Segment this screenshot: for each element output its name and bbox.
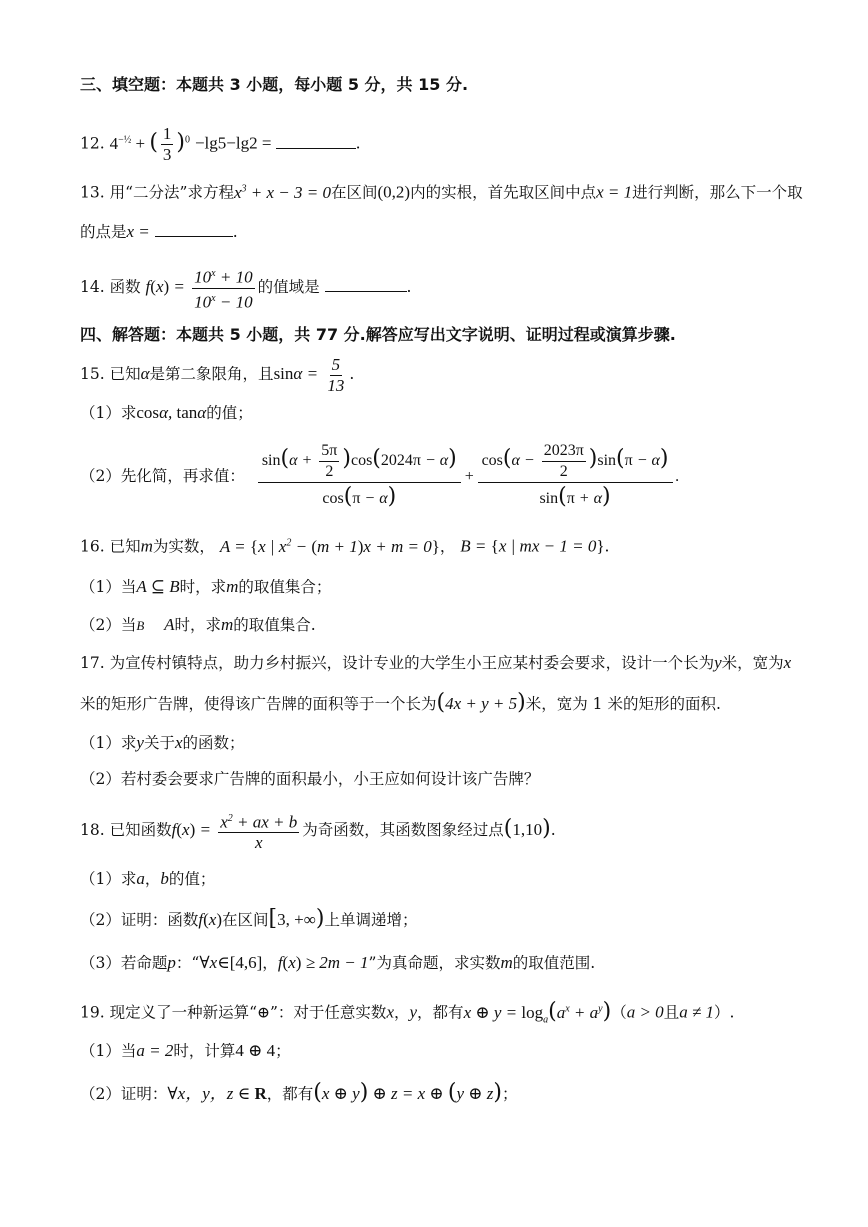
- question-18-part3: （3）若命题p：“∀x∈[4,6]，f(x) ≥ 2m − 1”为真命题，求实数m的取值范围.: [80, 953, 596, 972]
- question-15-part2: （2）先化简，再求值： sin(α + $\frac{5\pi}{2}$ )cos(2024π − α) cos(π − α) + cos(α − $\frac{2023\pi}{2}$ )sin(π − α) sin(π + α) .: [80, 442, 680, 510]
- question-number: 16.: [80, 537, 105, 556]
- answer-blank[interactable]: [276, 132, 356, 149]
- question-number: 18.: [80, 821, 105, 839]
- question-14: 14. 函数 f(x) = $\frac{10^x + 10}{10^x - 10}$ 的值域是 .: [80, 264, 798, 308]
- question-17-part2: （2）若村委会要求广告牌的面积最小，小王应如何设计该广告牌？: [80, 770, 540, 788]
- q18-point: (1,10): [503, 816, 551, 841]
- question-12: 12. $4^{-\frac{1}{2}}$ + ( $\frac{1}{3}$ )$^0$ −lg5−lg2 = .: [80, 124, 361, 165]
- question-18: 18. 已知函数f(x) = $\frac{x^2 + ax + b}{x}$ 为奇函数，其函数图象经过点(1,10).: [80, 806, 798, 852]
- q18-function: f(x) = $\frac{x^2 + ax + b}{x}$: [172, 820, 303, 839]
- question-number: 15.: [80, 365, 105, 383]
- question-16: 16. 已知m为实数， A = {x | $x^2 - (m + 1)x + m = 0$}， B = {x | mx − 1 = 0}.: [80, 536, 610, 556]
- q19-associative: (x ⊕ y) ⊕ z = x ⊕ (y ⊕ z): [313, 1080, 502, 1105]
- q13-midpoint: x = 1: [596, 182, 633, 202]
- q15-given: sinα = $\frac{5}{13}$: [273, 354, 345, 395]
- question-18-part2: （2）证明：函数f(x)在区间[3, +∞)上单调递增；: [80, 906, 418, 931]
- question-17-line1: 17. 为宣传村镇特点，助力乡村振兴，设计专业的大学生小王应某村委会要求，设计一个长为y米，宽为x: [80, 653, 792, 672]
- question-number: 12.: [80, 134, 105, 153]
- question-17-line2: 米的矩形广告牌，使得该广告牌的面积等于一个长为(4x + y + 5)米，宽为 1 米的矩形的面积.: [80, 690, 721, 715]
- question-13-line1: 13. 用“二分法”求方程$x^3 + x - 3 = 0$在区间(0,2)内的实根，首先取区间中点x = 1进行判断，那么下一个取: [80, 182, 803, 202]
- section3-heading: 三、填空题：本题共 3 小题，每小题 5 分，共 15 分.: [80, 75, 469, 94]
- question-18-part1: （1）求a，b的值；: [80, 869, 216, 888]
- q13-interval: (0,2): [377, 182, 411, 202]
- q16-set-b: B = {x | mx − 1 = 0}: [460, 536, 605, 556]
- question-number: 13.: [80, 183, 105, 202]
- answer-blank[interactable]: [155, 220, 233, 237]
- question-19: 19. 现定义了一种新运算“⊕”：对于任意实数x，y，都有x ⊕ $y = \log_a(a^x + a^y)(a > 0$且a ≠ 1）.: [80, 998, 735, 1026]
- question-number: 14.: [80, 278, 105, 297]
- answer-blank[interactable]: [325, 275, 407, 292]
- q12-expression: $4^{-\frac{1}{2}}$ + ( $\frac{1}{3}$ )$^0$: [109, 124, 191, 165]
- q14-function: f(x) = $\frac{10^x + 10}{10^x - 10}$: [146, 277, 258, 296]
- section4-heading: 四、解答题：本题共 5 小题，共 77 分.解答应写出文字说明、证明过程或演算步骤.: [80, 325, 676, 344]
- question-15: 15. 已知α是第二象限角，且sinα = $\frac{5}{13}$ .: [80, 354, 355, 395]
- question-number: 17.: [80, 654, 105, 672]
- q13-equation: $x^3 + x - 3 = 0$: [233, 182, 331, 202]
- q17-length: (4x + y + 5): [436, 690, 526, 715]
- question-15-part1: （1）求cosα, tanα的值；: [80, 403, 253, 422]
- question-19-part2: （2）证明：∀x，y，z ∈ R，都有(x ⊕ y) ⊕ z = x ⊕ (y ⊕ z)；: [80, 1080, 518, 1105]
- question-19-part1: （1）当a = 2时，计算4 ⊕ 4；: [80, 1041, 291, 1060]
- question-17-part1: （1）求y关于x的函数；: [80, 733, 245, 752]
- question-number: 19.: [80, 1003, 105, 1022]
- question-16-part2: （2）当B A时，求m的取值集合.: [80, 615, 316, 634]
- q15-expression: sin(α + $\frac{5\pi}{2}$ )cos(2024π − α) cos(π − α) + cos(α − $\frac{2023\pi}{2}$ )sin(π − α) sin(π + α) .: [250, 468, 680, 485]
- question-13-line2: 的点是x = .: [80, 222, 238, 241]
- q16-set-a: A = {x | $x^2 - (m + 1)x + m = 0$}: [219, 536, 440, 556]
- question-16-part1: （1）当A ⊆ B时，求m的取值集合；: [80, 577, 332, 596]
- q12-tail: −lg5−lg2 =: [194, 133, 276, 153]
- q19-definition: x ⊕ $y = \log_a(a^x + a^y)$: [463, 998, 612, 1026]
